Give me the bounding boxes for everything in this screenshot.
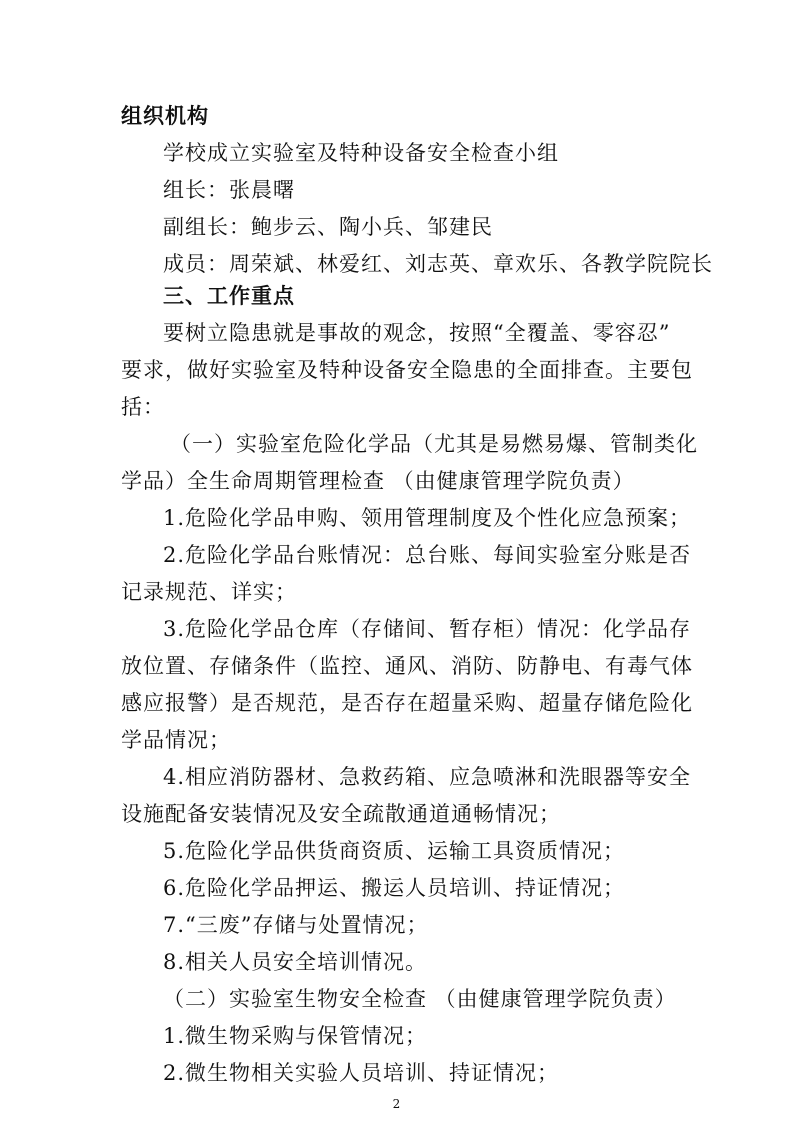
list-item: 1.危险化学品申购、领用管理制度及个性化应急预案； [163, 506, 692, 530]
org-members: 成员：周荣斌、林爱红、刘志英、章欢乐、各教学院院长 [163, 252, 713, 276]
section-heading-org: 组织机构 [121, 104, 209, 128]
section-heading-focus: 三、工作重点 [163, 284, 295, 308]
subsection-1-title-line: （一）实验室危险化学品（尤其是易燃易爆、管制类化 [170, 432, 698, 456]
focus-intro-line: 括： [121, 395, 165, 419]
org-leader: 组长：张晨曙 [163, 178, 295, 202]
list-item-continuation: 设施配备安装情况及安全疏散通道通畅情况； [121, 802, 561, 826]
list-item: 5.危险化学品供货商资质、运输工具资质情况； [163, 839, 626, 863]
list-item: 6.危险化学品押运、搬运人员培训、持证情况； [163, 876, 626, 900]
list-item: 1.微生物采购与保管情况； [163, 1024, 428, 1048]
focus-intro-line: 要树立隐患就是事故的观念，按照“全覆盖、零容忍” [163, 321, 671, 345]
list-item: 2.危险化学品台账情况：总台账、每间实验室分账是否 [163, 543, 692, 567]
subsection-2-title: （二）实验室生物安全检查 （由健康管理学院负责） [163, 987, 677, 1011]
list-item: 2.微生物相关实验人员培训、持证情况； [163, 1061, 560, 1085]
list-item: 7.“三废”存储与处置情况； [163, 913, 429, 937]
org-intro: 学校成立实验室及特种设备安全检查小组 [163, 141, 559, 165]
focus-intro-line: 要求，做好实验室及特种设备安全隐患的全面排查。主要包 [121, 358, 693, 382]
list-item: 8.相关人员安全培训情况。 [163, 950, 428, 974]
page-number: 2 [392, 1097, 401, 1111]
list-item-continuation: 记录规范、详实； [121, 580, 297, 604]
list-item-continuation: 放位置、存储条件（监控、通风、消防、防静电、有毒气体 [121, 654, 693, 678]
list-item-continuation: 学品情况； [121, 728, 231, 752]
list-item: 3.危险化学品仓库（存储间、暂存柜）情况：化学品存 [163, 617, 692, 641]
list-item: 4.相应消防器材、急救药箱、应急喷淋和洗眼器等安全 [163, 765, 692, 789]
list-item-continuation: 感应报警）是否规范，是否存在超量采购、超量存储危险化 [121, 691, 693, 715]
subsection-1-title-line: 学品）全生命周期管理检查 （由健康管理学院负责） [121, 469, 635, 493]
org-deputy: 副组长：鲍步云、陶小兵、邹建民 [163, 215, 493, 239]
